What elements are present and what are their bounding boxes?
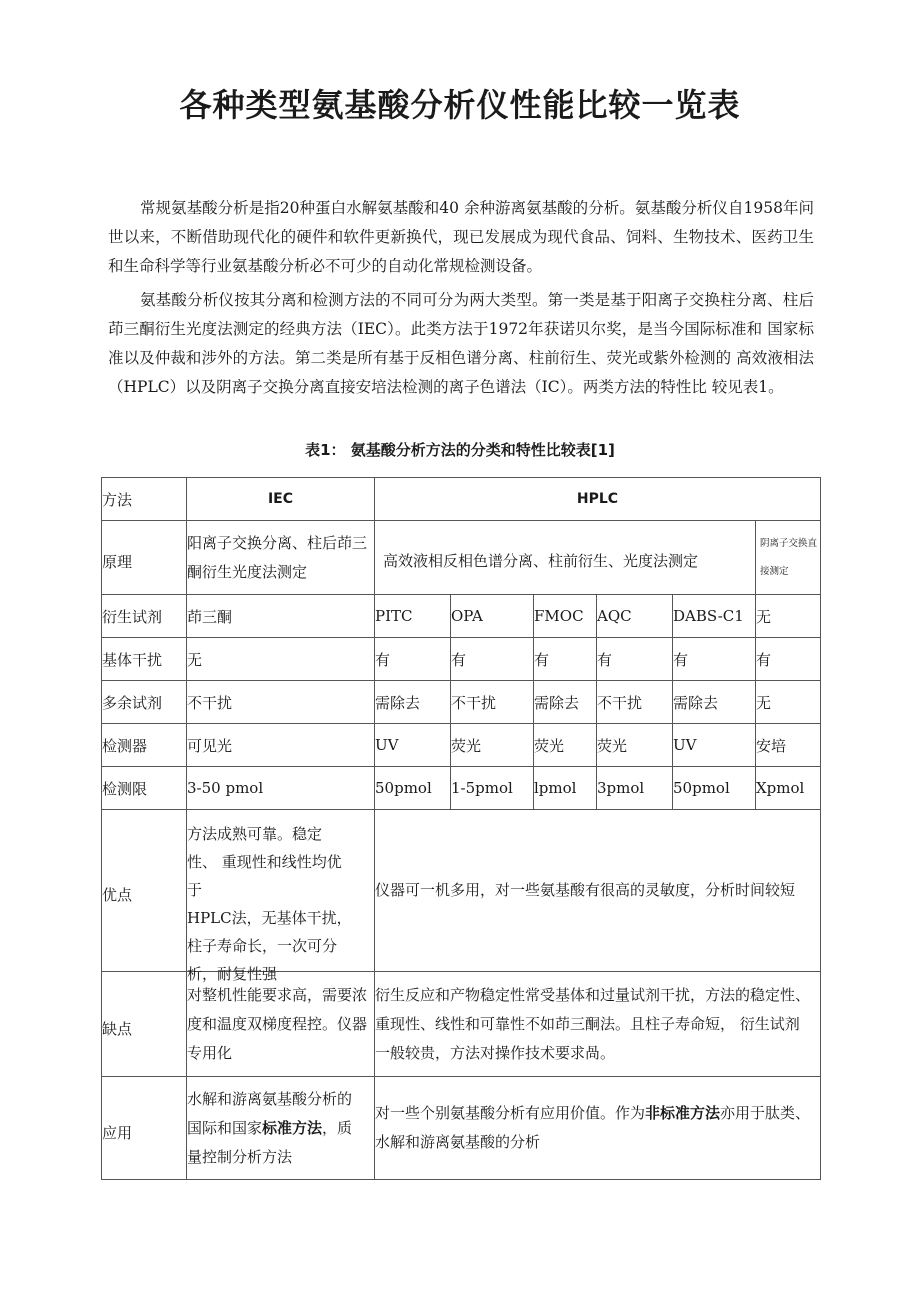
aqc-cell: AQC (597, 595, 673, 638)
intro-paragraph-2: 氨基酸分析仪按其分离和检测方法的不同可分为两大类型。第一类是基于阳离子交换柱分离、柱后茚三酮衍生光度法测定的经典方法（IEC）。此类方法于1972年获诺贝尔奖，是当今国际标准和 国家标准以及仲裁和涉外的方法。第二类是所有基于反相色谱分离、柱前衍生、荧光或紫外检测的 高效液相法（HPLC）以及阴离子交换分离直接安培法检测的离子色谱法（IC）。两类方法的特性比 较见表1。 (108, 291, 814, 396)
aqc-cell: 3pmol (597, 767, 673, 810)
aqc-cell: 荧光 (597, 724, 673, 767)
pitc-cell: PITC (375, 595, 451, 638)
opa-cell: OPA (451, 595, 534, 638)
method-label: 方法 (102, 478, 187, 521)
principle-row (102, 521, 821, 595)
row-label: 衍生试剂 (102, 595, 187, 638)
principle-ic: 阴离子交换直接测定 (756, 521, 821, 595)
table-row (102, 724, 821, 767)
disadvantages-iec: 对整机性能要求高，需要浓度和温度双梯度程控。仪器专用化 (187, 972, 375, 1077)
row-label: 多余试剂 (102, 681, 187, 724)
disadvantages-row (102, 972, 821, 1077)
table-row (102, 681, 821, 724)
ic-cell: 无 (756, 595, 821, 638)
row-label: 基体干扰 (102, 638, 187, 681)
dabs-cell: DABS-C1 (673, 595, 756, 638)
hplc-header: HPLC (375, 478, 821, 521)
disadvantages-label: 缺点 (102, 972, 187, 1077)
table-row (102, 638, 821, 681)
application-hplc-text-end: 亦用于肽类、水解和游离氨基酸的分析 (375, 1104, 811, 1151)
application-hplc-text: 对一些个别氨基酸分析有应用价值。作为 (375, 1104, 646, 1122)
row-label: 检测限 (102, 767, 187, 810)
fmoc-cell: FMOC (534, 595, 597, 638)
opa-cell: 1-5pmol (451, 767, 534, 810)
dabs-cell: UV (673, 724, 756, 767)
principle-iec: 阳离子交换分离、柱后茚三酮衍生光度法测定 (187, 521, 375, 595)
pitc-cell: 有 (375, 638, 451, 681)
dabs-cell: 需除去 (673, 681, 756, 724)
iec-cell: 茚三酮 (187, 595, 375, 638)
fmoc-cell: 荧光 (534, 724, 597, 767)
application-hplc (375, 1077, 821, 1180)
ic-cell: Xpmol (756, 767, 821, 810)
dabs-cell: 有 (673, 638, 756, 681)
ic-cell: 安培 (756, 724, 821, 767)
principle-label: 原理 (102, 521, 187, 595)
advantages-iec-line: 于 (187, 880, 203, 899)
application-iec-text: 水解和游离氨基酸分析的国际和国家 (187, 1089, 353, 1137)
application-hplc-bold: 非标准方法 (645, 1104, 721, 1122)
pitc-cell: 50pmol (375, 767, 451, 810)
dabs-cell: 50pmol (673, 767, 756, 810)
comparison-table (101, 477, 821, 1180)
application-label: 应用 (102, 1077, 187, 1180)
advantages-iec-line: 性、 重现性和线性均优 (187, 852, 342, 871)
fmoc-cell: lpmol (534, 767, 597, 810)
header-row (102, 478, 821, 521)
advantages-row (102, 810, 821, 972)
pitc-cell: 需除去 (375, 681, 451, 724)
table-caption: 表1： 氨基酸分析方法的分类和特性比较表[1] (305, 441, 615, 459)
fmoc-cell: 需除去 (534, 681, 597, 724)
iec-cell: 无 (187, 638, 375, 681)
intro-paragraph-1: 常规氨基酸分析是指20种蛋白水解氨基酸和40 余种游离氨基酸的分析。氨基酸分析仪自1958年问世以来，不断借助现代化的硬件和软件更新换代，现已发展成为现代食品、饲料、生物技术、医药卫生和生命科学等行业氨基酸分析必不可少的自动化常规检测设备。 (108, 199, 814, 275)
iec-header: IEC (187, 478, 375, 521)
table-row (102, 595, 821, 638)
application-iec-bold: 标准方法 (262, 1118, 323, 1137)
ic-cell: 有 (756, 638, 821, 681)
advantages-iec-line: 柱子寿命长，一次可分 (187, 936, 338, 955)
pitc-cell: UV (375, 724, 451, 767)
application-iec (187, 1077, 375, 1180)
disadvantages-hplc: 衍生反应和产物稳定性常受基体和过量试剂干扰，方法的稳定性、重现性、线性和可靠性不如茚三酮法。且柱子寿命短， 衍生试剂一般较贵，方法对操作技术要求咼。 (375, 972, 821, 1077)
fmoc-cell: 有 (534, 638, 597, 681)
advantages-iec-line: 析，耐复性强 (187, 964, 278, 983)
iec-cell: 3-50 pmol (187, 767, 375, 810)
iec-cell: 不干扰 (187, 681, 375, 724)
table-row (102, 767, 821, 810)
application-row (102, 1077, 821, 1180)
advantages-hplc: 仪器可一机多用，对一些氨基酸有很高的灵敏度，分析时间较短 (375, 810, 821, 972)
row-label: 检测器 (102, 724, 187, 767)
aqc-cell: 不干扰 (597, 681, 673, 724)
opa-cell: 有 (451, 638, 534, 681)
advantages-iec (187, 810, 375, 983)
advantages-label: 优点 (102, 810, 187, 972)
page-title: 各种类型氨基酸分析仪性能比较一览表 (179, 86, 741, 124)
iec-cell: 可见光 (187, 724, 375, 767)
aqc-cell: 有 (597, 638, 673, 681)
application-iec-text-end: ，质量控制分析方法 (187, 1118, 353, 1166)
principle-hplc: 高效液相反相色谱分离、柱前衍生、光度法测定 (375, 521, 756, 595)
advantages-iec-line: 方法成熟可靠。稳定 (187, 824, 323, 843)
ic-cell: 无 (756, 681, 821, 724)
opa-cell: 荧光 (451, 724, 534, 767)
advantages-iec-line: HPLC法，无基体干扰， (187, 908, 352, 927)
opa-cell: 不干扰 (451, 681, 534, 724)
